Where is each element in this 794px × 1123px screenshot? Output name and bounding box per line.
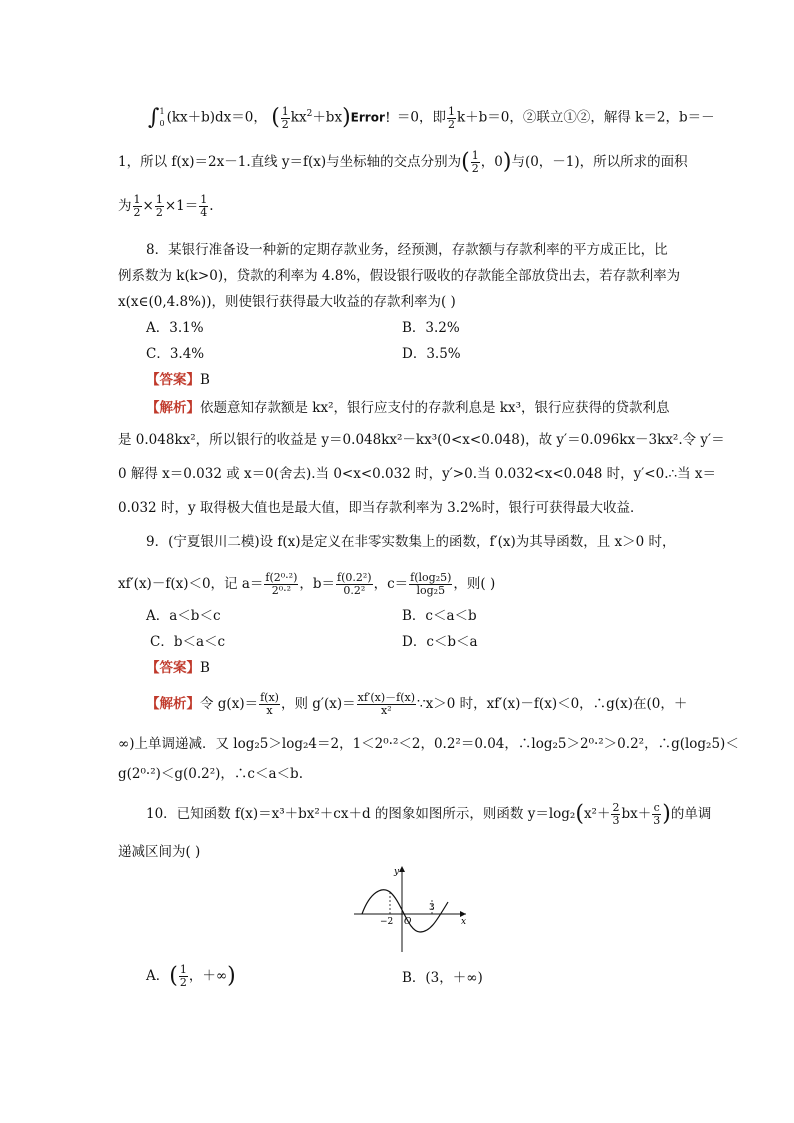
q8-option-d: D．3.5%	[402, 346, 461, 362]
q8-stem-1: 8．某银行准备设一种新的定期存款业务，经预测，存款额与存款利率的平方成正比，比	[146, 242, 668, 258]
integral-body: (kx＋b)dx＝0，	[166, 109, 267, 126]
q10-inner-2: bx＋	[621, 806, 652, 822]
q9-option-a: A．a＜b＜c	[146, 608, 221, 624]
times-1: ×	[142, 198, 154, 214]
b-label: ，b＝	[299, 576, 336, 592]
q7-bx: ＋bx	[312, 109, 343, 126]
q9-explanation-3: g(2⁰·²)＜g(0.2²)，∴c＜a＜b.	[118, 766, 303, 782]
fraction-two-thirds: $\frac{2}{3}$	[612, 801, 620, 827]
c-label: ，c＝	[373, 576, 409, 592]
explanation-text: 依题意知存款额是 kx²，银行应支付的存款利息是 kx³，银行应获得的贷款利息	[200, 400, 670, 416]
q7-point: 0	[494, 154, 503, 170]
period: .	[209, 198, 214, 214]
q9-option-d: D．c＜b＜a	[402, 634, 478, 650]
q8-option-a: A．3.1%	[146, 320, 204, 336]
q7-line-2: 1，所以 f(x)＝2x－1.直线 y＝f(x)与坐标轴的交点分别为( $\frac{1}{2}$ ，0)与(0，－1)，所以所求的面积	[118, 149, 688, 175]
fraction-b: $\frac{\text{f(0.2²)}}{\text{0.2²}}$	[337, 571, 372, 597]
fraction-a: $\frac{\text{f(2⁰·²)}}{\text{2⁰·²}}$	[265, 571, 298, 597]
fraction-half: $\frac{1}{2}$	[179, 963, 187, 989]
q9-option-b: B．c＜a＜b	[402, 608, 477, 624]
answer-value: B	[200, 372, 210, 388]
explanation-text: 令 g(x)＝	[200, 696, 259, 712]
y-label: y	[394, 867, 400, 877]
q8-explanation-3: 0 解得 x＝0.032 或 x＝0(舍去).当 0<x<0.032 时，y′>0.当 0.032<x<0.048 时，y′<0.∴当 x＝	[118, 466, 716, 482]
q8-explanation-2: 是 0.048kx²，所以银行的收益是 y＝0.048kx²－kx³(0<x<0.048)，故 y′＝0.096kx－3kx².令 y′＝	[118, 432, 725, 448]
fraction-c-thirds: $\frac{c}{3}$	[653, 801, 661, 827]
q8-explanation-4: 0.032 时，y 取得极大值也是最大值，即当存款利率为 3.2%时，银行可获得最大收益．	[118, 500, 644, 516]
q9-answer	[146, 658, 210, 678]
integral-sign: ∫	[148, 105, 160, 130]
q10-option-a-tail: ，＋∞	[188, 968, 228, 984]
q9-stem-1: 9．(宁夏银川二模)设 f(x)是定义在非零实数集上的函数，f′(x)为其导函数，且 x＞0 时，	[146, 534, 676, 550]
q9-stem-2-text: xf′(x)－f(x)＜0，记 a＝	[118, 576, 264, 592]
q7-line-2-tail: 与(0，－1)，所以所求的面积	[511, 154, 688, 170]
fraction-c: $\frac{\text{f(log₂5)}}{\text{log₂5}}$	[410, 571, 452, 597]
q8-stem-3: x(x∈(0,4.8%))，则使银行获得最大收益的存款利率为( )	[118, 294, 456, 310]
q10-inner-1: x²＋	[583, 806, 611, 822]
q10-option-b: B．(3，＋∞)	[402, 970, 483, 986]
explanation-text-2: ，则 g′(x)＝	[280, 696, 356, 712]
q7-line-2-text: 1，所以 f(x)＝2x－1.直线 y＝f(x)与坐标轴的交点分别为	[118, 154, 462, 170]
integral-lower: 0	[159, 119, 165, 128]
q9-stem-end: ，则( )	[453, 576, 496, 592]
x-label: x	[461, 917, 467, 927]
q10-stem-text: 10．已知函数 f(x)＝x³＋bx²＋cx＋d 的图象如图所示，则函数 y＝log₂	[146, 806, 576, 822]
q10-stem-1: 10．已知函数 f(x)＝x³＋bx²＋cx＋d 的图象如图所示，则函数 y＝log₂(x²＋ $\frac{2}{3}$ bx＋ $\frac{c}{3}$ )的单调	[146, 801, 712, 827]
tick-pos-label: 3	[429, 903, 435, 913]
answer-tag: 【答案】	[146, 372, 200, 388]
q9-explanation-1	[146, 692, 687, 717]
q7-line-3: 为 $\frac{1}{2}$ × $\frac{1}{2}$ ×1＝ $\frac{1}{4}$ .	[118, 193, 214, 219]
fraction-gprime: $\frac{xf'(x)-f(x)}{\text{x²}}$	[357, 691, 416, 717]
times-2: ×1＝	[164, 198, 199, 214]
explanation-tag: 【解析】	[146, 400, 200, 416]
answer-value: B	[200, 660, 210, 676]
q10-option-a-prefix: A．	[146, 968, 170, 984]
cubic-function-graph	[352, 862, 472, 954]
q7-line-1: ∫ 1 0 (kx＋b)dx＝0， ( $\frac{1}{2}$ $kx^2+bx)Error$！＝0，即 $\frac{1}{2}$ k＋b＝0，②联立①②，解得 k＝2，b＝－	[148, 104, 715, 131]
q10-option-a: A．( $\frac{1}{2}$ ，＋∞)	[146, 963, 236, 989]
q9-option-c: C．b＜a＜c	[150, 634, 226, 650]
q7-line-3-text: 为	[118, 198, 132, 214]
q8-option-c: C．3.4%	[146, 346, 205, 362]
q10-stem-end: 的单调	[670, 806, 712, 822]
explanation-tag: 【解析】	[146, 696, 200, 712]
q7-result: k＋b＝0，②联立①②，解得 k＝2，b＝－	[456, 109, 715, 126]
tick-neg-label: −2	[380, 917, 394, 927]
origin-label: O	[404, 917, 412, 927]
integral-upper: 1	[159, 107, 165, 116]
q8-explanation-1	[146, 398, 670, 418]
q8-option-b: B．3.2%	[402, 320, 460, 336]
q10-stem-2: 递减区间为( )	[118, 844, 201, 860]
q9-explanation-2: ∞)上单调递减．又 log₂5＞log₂4＝2，1＜2⁰·²＜2，0.2²＝0.04，∴log₂5＞2⁰·²＞0.2²，∴g(log₂5)＜	[118, 736, 739, 752]
answer-tag: 【答案】	[146, 660, 200, 676]
fraction-g: $\frac{f(x)}{x}$	[260, 691, 279, 717]
y-axis-arrow	[399, 866, 405, 872]
q9-stem-2	[118, 572, 495, 597]
q8-answer	[146, 370, 210, 390]
q7-eq: ＝0，即	[396, 109, 446, 126]
q7-kx: kx	[290, 109, 307, 126]
error-marker: Error！	[350, 110, 397, 125]
explanation-text-3: ∵x＞0 时，xf′(x)－f(x)＜0，∴g(x)在(0，＋	[417, 696, 688, 712]
q8-stem-2: 例系数为 k(k>0)，贷款的利率为 4.8%，假设银行吸收的存款能全部放贷出去，若存款利率为	[118, 268, 681, 284]
